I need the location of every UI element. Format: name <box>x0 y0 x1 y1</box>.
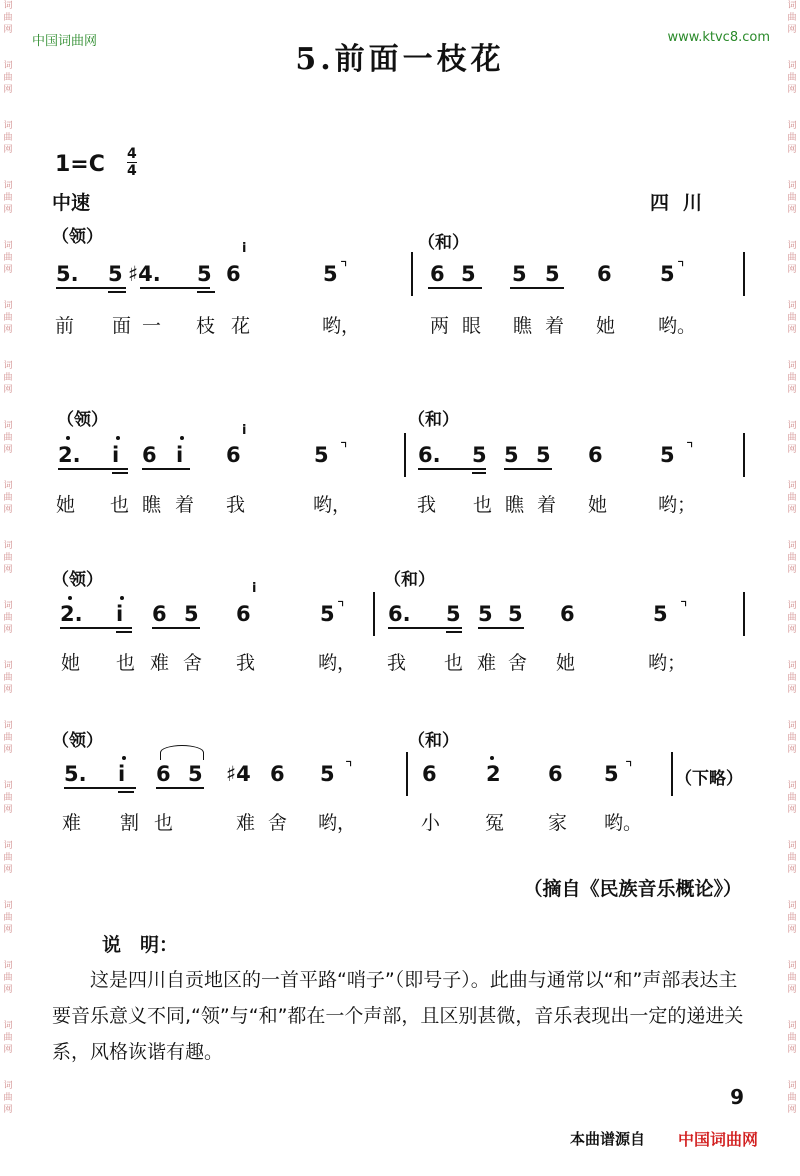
barline <box>743 592 745 636</box>
watermark-text: 词曲网 <box>787 421 797 455</box>
tempo-marking: 中速 <box>52 192 91 214</box>
watermark-text: 词曲网 <box>787 1 797 35</box>
underline <box>142 468 190 470</box>
watermark-text: 词曲网 <box>3 841 13 875</box>
watermark-text: 词曲网 <box>787 961 797 995</box>
watermark-text: 词曲网 <box>3 361 13 395</box>
high-octave-dot <box>66 436 70 440</box>
note: 5 <box>188 762 203 786</box>
lyric: 她 <box>56 494 76 516</box>
lyric: 哟； <box>648 652 687 674</box>
lyric: 哟， <box>313 494 352 516</box>
note: 6 <box>588 443 603 467</box>
watermark-text: 词曲网 <box>3 421 13 455</box>
watermark-text: 词曲网 <box>787 481 797 515</box>
breath-mark: ⌝ <box>345 758 353 777</box>
note: 6 <box>430 262 445 286</box>
lyric: 她 <box>556 652 576 674</box>
note: 5 <box>472 443 487 467</box>
underline <box>504 468 552 470</box>
underline <box>446 631 462 633</box>
breath-mark: ⌝ <box>680 598 688 617</box>
note: i <box>118 762 126 786</box>
watermark-text: 词曲网 <box>787 901 797 935</box>
lyric: 着 <box>545 315 565 337</box>
lyric: 小 <box>421 812 441 834</box>
note: 2. <box>58 443 81 467</box>
note: 2 <box>486 762 501 786</box>
barline <box>743 252 745 296</box>
underline <box>197 291 215 293</box>
watermark-text: 词曲网 <box>787 601 797 635</box>
lyric: 也 <box>444 652 464 674</box>
note: i <box>176 443 184 467</box>
meter-bottom: 4 <box>127 163 137 179</box>
underline <box>472 472 486 474</box>
barline <box>373 592 375 636</box>
watermark-text: 词曲网 <box>3 241 13 275</box>
note: 2. <box>60 602 83 626</box>
watermark-text: 词曲网 <box>3 481 13 515</box>
watermark-text: 词曲网 <box>3 901 13 935</box>
lyric: 我 <box>226 494 246 516</box>
watermark-text: 词曲网 <box>3 781 13 815</box>
note: ♯4 <box>226 762 251 786</box>
lyric: 瞧 <box>142 494 162 516</box>
note: 6 <box>152 602 167 626</box>
footer-site-name: 中国词曲网 <box>678 1130 759 1149</box>
note: 5 <box>320 602 335 626</box>
watermark-text: 词曲网 <box>3 721 13 755</box>
underline <box>478 627 524 629</box>
barline <box>406 752 408 796</box>
underline <box>118 791 134 793</box>
breath-mark: ⌝ <box>625 758 633 777</box>
lyric: 家 <box>548 812 568 834</box>
lyric: 舍 <box>508 652 528 674</box>
lyric: 哟， <box>322 315 361 337</box>
underline <box>112 472 128 474</box>
lyric: 她 <box>588 494 608 516</box>
note: 5 <box>508 602 523 626</box>
underline <box>156 787 204 789</box>
note: 6. <box>388 602 411 626</box>
lyric: 哟； <box>658 494 697 516</box>
note: 6 <box>270 762 285 786</box>
lyric: 也 <box>154 812 174 834</box>
note: 5 <box>512 262 527 286</box>
note: 5. <box>56 262 79 286</box>
lyric: 舍 <box>268 812 288 834</box>
underline <box>58 468 128 470</box>
slur <box>160 745 204 760</box>
watermark-text: 词曲网 <box>3 301 13 335</box>
note: 6 <box>597 262 612 286</box>
region-label: 四川 <box>650 192 717 214</box>
lyric: 难 <box>236 812 256 834</box>
note: 5 <box>653 602 668 626</box>
note: 5 <box>504 443 519 467</box>
chorus-label: （和） <box>408 731 459 751</box>
watermark-text: 词曲网 <box>787 241 797 275</box>
lead-label: （领） <box>52 570 103 590</box>
time-signature <box>127 146 137 179</box>
song-title: 5.前面一枝花 <box>295 42 505 77</box>
lyric: 难 <box>150 652 170 674</box>
watermark-text: 词曲网 <box>787 1021 797 1055</box>
note: 6 <box>156 762 171 786</box>
site-url-right: www.ktvc8.com <box>667 30 770 45</box>
breath-mark: ⌝ <box>686 439 694 458</box>
lyric: 着 <box>537 494 557 516</box>
lyric: 哟。 <box>604 812 643 834</box>
note: 6 <box>236 602 251 626</box>
high-octave-dot <box>68 596 72 600</box>
site-name-left: 中国词曲网 <box>32 34 98 49</box>
watermark-text: 词曲网 <box>3 1021 13 1055</box>
high-octave-dot <box>120 596 124 600</box>
lyric: 瞧 <box>513 315 533 337</box>
lyric: 舍 <box>183 652 203 674</box>
breath-mark: ⌝ <box>337 598 345 617</box>
watermark-text: 词曲网 <box>3 961 13 995</box>
source-citation: （摘自《民族音乐概论》） <box>523 878 742 900</box>
lead-label: （领） <box>52 227 103 247</box>
high-octave-dot <box>490 756 494 760</box>
note: 6 <box>142 443 157 467</box>
underline <box>388 627 462 629</box>
lyric: 前 <box>55 315 75 337</box>
watermark-text: 词曲网 <box>787 361 797 395</box>
note: 5 <box>314 443 329 467</box>
lead-label: （领） <box>52 731 103 751</box>
grace-note: i <box>242 423 247 438</box>
watermark-text: 词曲网 <box>787 1081 797 1115</box>
lyric: 着 <box>175 494 195 516</box>
lyric: 我 <box>236 652 256 674</box>
lyric: 我 <box>387 652 407 674</box>
watermark-text: 词曲网 <box>787 541 797 575</box>
chorus-label: （和） <box>418 233 469 253</box>
lyric: 面 <box>112 315 132 337</box>
watermark-text: 词曲网 <box>3 61 13 95</box>
note: 6 <box>422 762 437 786</box>
lyric: 我 <box>417 494 437 516</box>
note: 6 <box>548 762 563 786</box>
underline <box>140 287 210 289</box>
underline <box>56 287 126 289</box>
watermark-text: 词曲网 <box>787 781 797 815</box>
watermark-text: 词曲网 <box>3 541 13 575</box>
lyric: 难 <box>62 812 82 834</box>
watermark-text: 词曲网 <box>787 661 797 695</box>
watermark-text: 词曲网 <box>787 301 797 335</box>
lyric: 枝 <box>196 315 216 337</box>
barline <box>404 433 406 477</box>
underline <box>116 631 132 633</box>
lyric: 冤 <box>485 812 505 834</box>
note: 6 <box>560 602 575 626</box>
underline <box>108 291 126 293</box>
watermark-text: 词曲网 <box>3 1081 13 1115</box>
note: 5. <box>64 762 87 786</box>
watermark-text: 词曲网 <box>3 1 13 35</box>
high-octave-dot <box>122 756 126 760</box>
note: 5 <box>478 602 493 626</box>
lyric: 哟， <box>318 812 357 834</box>
watermark-text: 词曲网 <box>3 601 13 635</box>
note: 5 <box>108 262 123 286</box>
note: 5 <box>184 602 199 626</box>
watermark-text: 词曲网 <box>787 721 797 755</box>
note: 6 <box>226 443 241 467</box>
high-octave-dot <box>180 436 184 440</box>
underline <box>152 627 200 629</box>
right-watermark <box>786 0 798 1140</box>
lyric: 哟， <box>318 652 357 674</box>
watermark-text: 词曲网 <box>3 661 13 695</box>
meter-top: 4 <box>127 146 137 162</box>
lyric: 瞧 <box>505 494 525 516</box>
breath-mark: ⌝ <box>340 439 348 458</box>
watermark-text: 词曲网 <box>787 841 797 875</box>
note: 6 <box>226 262 241 286</box>
grace-note: i <box>252 581 257 596</box>
lyric: 眼 <box>462 315 482 337</box>
note: 5 <box>320 762 335 786</box>
underline <box>418 468 486 470</box>
lyric: 也 <box>473 494 493 516</box>
note: 5 <box>660 262 675 286</box>
lyric: 哟。 <box>658 315 697 337</box>
note: 5 <box>446 602 461 626</box>
high-octave-dot <box>116 436 120 440</box>
barline <box>671 752 673 796</box>
omitted-rest-label: （下略） <box>675 769 743 789</box>
watermark-text: 词曲网 <box>3 121 13 155</box>
explanation-text: 这是四川自贡地区的一首平路“哨子”（即号子）。此曲与通常以“和”声部表达主要音乐意义不同,“领”与“和”都在一个声部，且区别甚微，音乐表现出一定的递进关系，风格诙谐有趣。 <box>52 969 744 1063</box>
breath-mark: ⌝ <box>677 258 685 277</box>
chorus-label: （和） <box>408 410 459 430</box>
note: 6. <box>418 443 441 467</box>
note: 5 <box>323 262 338 286</box>
underline <box>510 287 564 289</box>
note: 5 <box>461 262 476 286</box>
breath-mark: ⌝ <box>340 258 348 277</box>
underline <box>60 627 132 629</box>
lyric: 一 <box>142 315 162 337</box>
lyric: 割 <box>120 812 140 834</box>
watermark-text: 词曲网 <box>787 181 797 215</box>
underline <box>64 787 136 789</box>
explanation-heading: 说 明： <box>102 934 179 956</box>
lyric: 也 <box>116 652 136 674</box>
lyric: 难 <box>477 652 497 674</box>
page-number: 9 <box>730 1085 744 1109</box>
watermark-text: 词曲网 <box>3 181 13 215</box>
lyric: 她 <box>61 652 81 674</box>
underline <box>428 287 482 289</box>
lead-label: （领） <box>57 410 108 430</box>
left-watermark <box>2 0 14 1140</box>
key-signature: 1=C <box>55 152 105 177</box>
note: i <box>112 443 120 467</box>
footer-source-label: 本曲谱源自 <box>570 1130 646 1148</box>
watermark-text: 词曲网 <box>787 121 797 155</box>
note: 5 <box>604 762 619 786</box>
watermark-text: 词曲网 <box>787 61 797 95</box>
chorus-label: （和） <box>384 570 435 590</box>
lyric: 两 <box>430 315 450 337</box>
note: 5 <box>545 262 560 286</box>
lyric: 也 <box>110 494 130 516</box>
note: ♯4. <box>128 262 161 286</box>
lyric: 花 <box>231 315 251 337</box>
barline <box>411 252 413 296</box>
barline <box>743 433 745 477</box>
note: 5 <box>197 262 212 286</box>
grace-note: i <box>242 241 247 256</box>
note: i <box>116 602 124 626</box>
lyric: 她 <box>596 315 616 337</box>
note: 5 <box>536 443 551 467</box>
note: 5 <box>660 443 675 467</box>
